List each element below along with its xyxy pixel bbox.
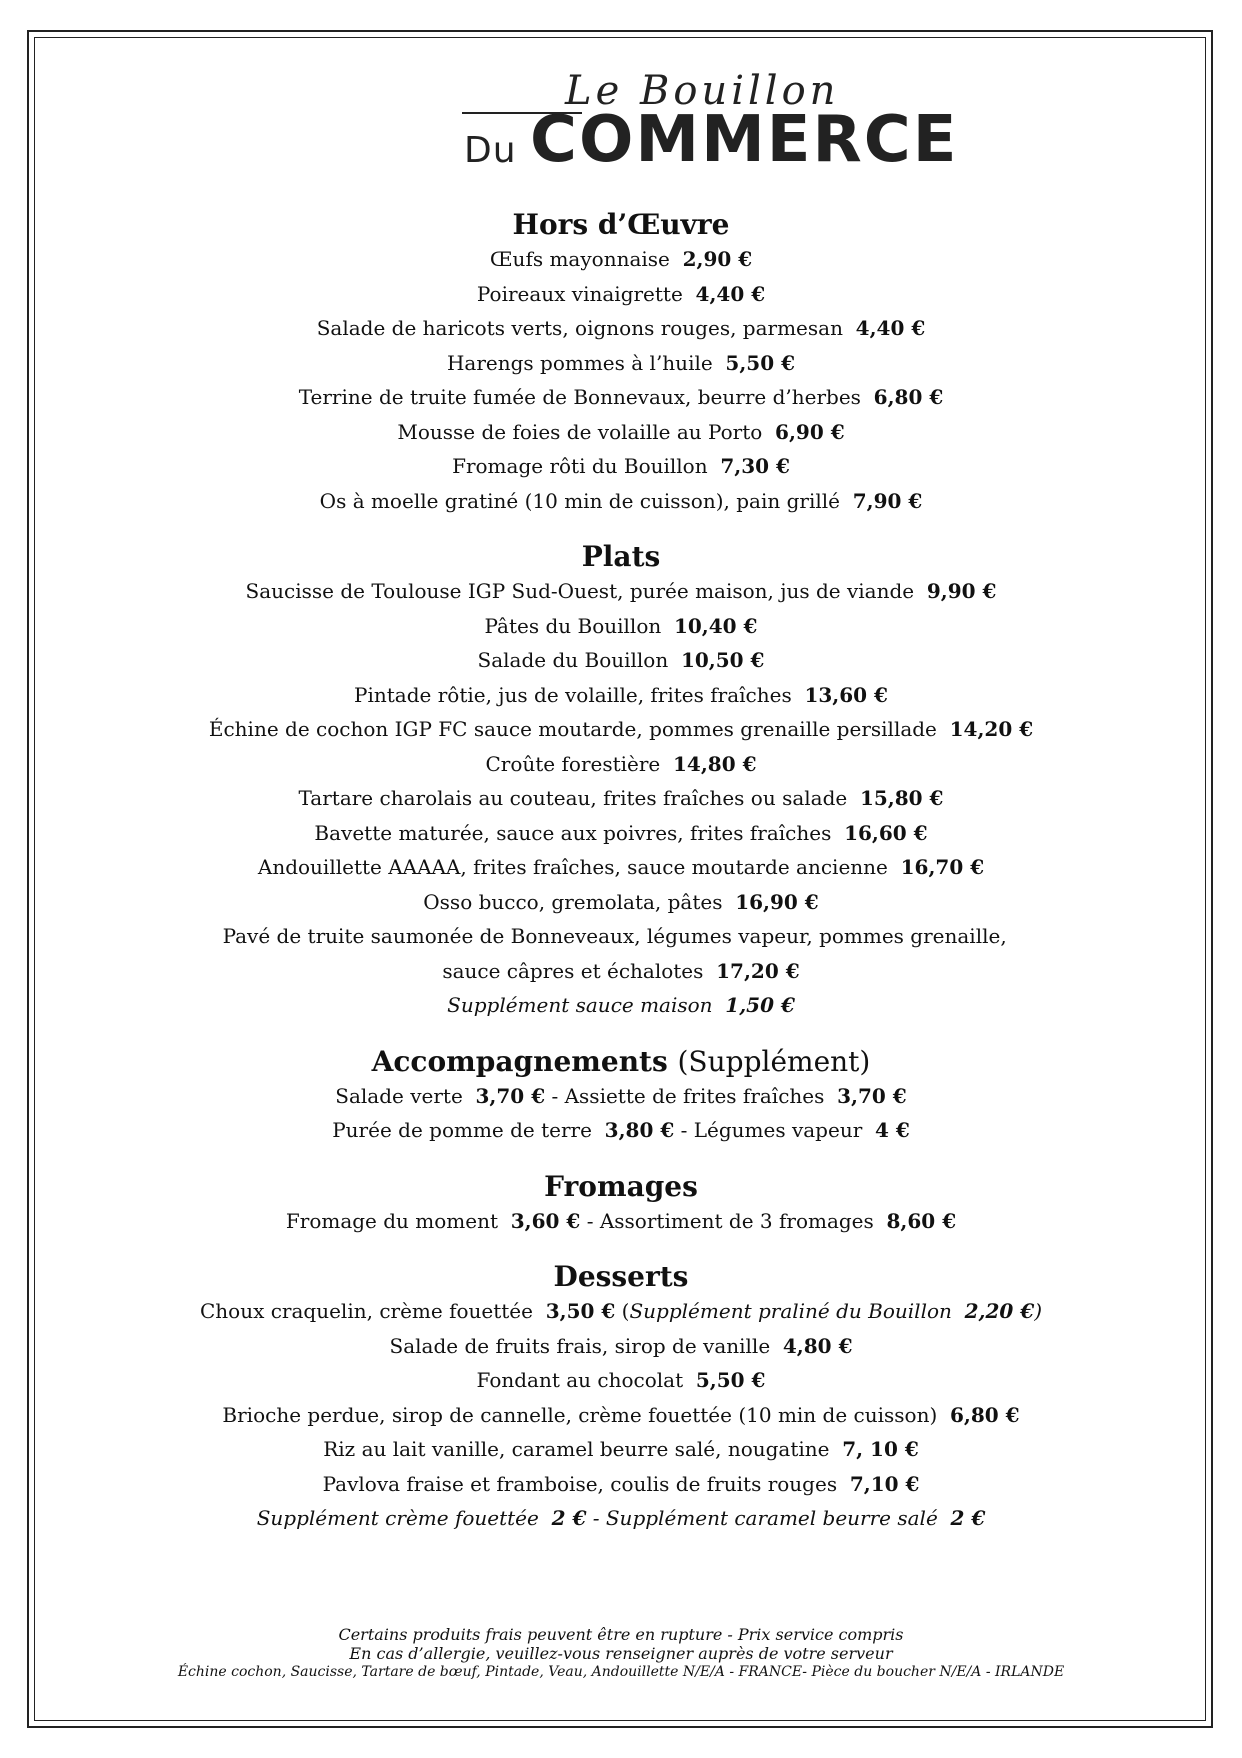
item-note-open: (: [621, 1299, 630, 1323]
menu-item-pair: [40, 1204, 1202, 1239]
menu-item-pair: [40, 1079, 1202, 1114]
logo-du-text: Du: [464, 130, 517, 171]
item-price: 5,50 €: [725, 350, 796, 375]
menu-item: [40, 484, 1202, 519]
menu-item: [40, 346, 1202, 381]
item-separator: -: [592, 1506, 600, 1530]
item-name: Harengs pommes à l’huile: [446, 350, 713, 375]
restaurant-logo: [40, 68, 1202, 177]
logo-script-text: Le Bouillon: [565, 68, 840, 114]
menu-item-supplement: [40, 1501, 1202, 1536]
item-name: Salade du Bouillon: [477, 648, 669, 672]
item-price: 3,60 €: [510, 1208, 581, 1233]
item-price: 4,80 €: [782, 1333, 853, 1358]
menu-item: [40, 781, 1202, 816]
menu-item: [40, 1432, 1202, 1467]
menu-item-list: [40, 242, 1202, 518]
menu-item: [40, 954, 1202, 989]
item-name: Fromage du moment: [285, 1208, 499, 1233]
item-price: 4,40 €: [695, 281, 766, 306]
item-price: 10,40 €: [673, 613, 758, 638]
menu-item: [40, 1398, 1202, 1433]
menu-item: [40, 380, 1202, 415]
item-name: Croûte forestière: [485, 751, 661, 776]
item-price: 5,50 €: [695, 1368, 766, 1392]
item-name: Riz au lait vanille, caramel beurre salé, nougatine: [323, 1437, 830, 1461]
item-price: 17,20 €: [716, 958, 800, 983]
section-plats: [40, 540, 1202, 1023]
item-name: Osso bucco, gremolata, pâtes: [423, 889, 723, 914]
section-subtitle: (Supplément): [677, 1044, 871, 1078]
footer-line: Certains produits frais peuvent être en rupture - Prix service compris: [338, 1625, 904, 1644]
item-name: Tartare charolais au couteau, frites fraîches ou salade: [298, 786, 848, 810]
menu-item: [40, 678, 1202, 713]
section-title: [40, 1045, 1202, 1079]
item-price: 6,80 €: [873, 385, 944, 409]
item-name: sauce câpres et échalotes: [442, 958, 704, 983]
item-name: Assortiment de 3 fromages: [599, 1208, 874, 1233]
item-name: Pintade rôtie, jus de volaille, frites fraîches: [354, 682, 792, 707]
item-price: 16,60 €: [844, 820, 928, 845]
item-separator: -: [586, 1208, 594, 1233]
item-name: Mousse de foies de volaille au Porto: [397, 419, 763, 444]
menu-item: [40, 449, 1202, 484]
menu-footer: [40, 1625, 1202, 1682]
menu-item: [40, 1467, 1202, 1502]
item-note: Supplément praliné du Bouillon: [629, 1299, 952, 1323]
item-price: 14,80 €: [673, 751, 757, 776]
menu-page: [40, 40, 1202, 1720]
item-price: 1,50 €: [725, 993, 795, 1017]
item-price: 3,70 €: [475, 1083, 546, 1108]
item-price: 16,90 €: [735, 889, 819, 914]
item-price: 16,70 €: [900, 855, 985, 879]
item-name: Légumes vapeur: [693, 1118, 863, 1142]
item-name: Saucisse de Toulouse IGP Sud-Ouest, purée maison, jus de viande: [245, 579, 915, 603]
item-name: Os à moelle gratiné (10 min de cuisson), pain grillé: [319, 488, 840, 513]
menu-item-pair: [40, 1113, 1202, 1148]
menu-item: [40, 643, 1202, 678]
item-price: 9,90 €: [926, 579, 997, 603]
item-name: Purée de pomme de terre: [332, 1118, 592, 1142]
menu-item: [40, 311, 1202, 346]
menu-item: [40, 1294, 1202, 1329]
item-note-close: ): [1034, 1299, 1043, 1323]
menu-item-list: [40, 1329, 1202, 1502]
item-name: Salade de haricots verts, oignons rouges, parmesan: [316, 316, 843, 340]
menu-item: [40, 574, 1202, 609]
item-name: Supplément crème fouettée: [256, 1506, 539, 1530]
item-name: Fromage rôti du Bouillon: [452, 454, 708, 478]
menu-item: [40, 277, 1202, 312]
item-name: Supplément caramel beurre salé: [605, 1506, 938, 1530]
item-price: 4,40 €: [855, 316, 926, 340]
item-price: 7,10 €: [849, 1471, 920, 1496]
item-name: Terrine de truite fumée de Bonnevaux, beurre d’herbes: [298, 385, 861, 409]
footer-line: En cas d’allergie, veuillez-vous renseigner auprès de votre serveur: [349, 1644, 893, 1663]
item-price: 7,30 €: [720, 454, 790, 478]
item-price: 8,60 €: [886, 1208, 957, 1233]
item-separator: -: [551, 1083, 559, 1108]
item-price: 2 €: [950, 1506, 986, 1530]
item-price: 2,90 €: [682, 247, 753, 271]
item-name: Choux craquelin, crème fouettée: [199, 1299, 533, 1323]
item-name: Pâtes du Bouillon: [484, 613, 662, 638]
item-price: 3,50 €: [545, 1299, 616, 1323]
item-name: Assiette de frites fraîches: [564, 1083, 825, 1108]
item-name: Brioche perdue, sirop de cannelle, crème fouettée (10 min de cuisson): [222, 1402, 938, 1427]
item-separator: -: [680, 1118, 688, 1142]
section-title: Plats: [581, 540, 661, 573]
item-price: 4 €: [874, 1118, 910, 1142]
item-name: Pavé de truite saumonée de Bonneveaux, légumes vapeur, pommes grenaille,: [222, 924, 1007, 948]
item-name: Pavlova fraise et framboise, coulis de fruits rouges: [322, 1471, 838, 1496]
menu-item: [40, 1329, 1202, 1364]
item-name: Bavette maturée, sauce aux poivres, frites fraîches: [314, 820, 832, 845]
item-price: 3,80 €: [604, 1118, 675, 1142]
item-price: 10,50 €: [680, 648, 765, 672]
item-price: 2 €: [551, 1506, 587, 1530]
item-name: Échine de cochon IGP FC sauce moutarde, pommes grenaille persillade: [208, 717, 937, 741]
section-hors-doeuvre: [40, 208, 1202, 518]
menu-item: [40, 242, 1202, 277]
menu-item-list: [40, 574, 1202, 988]
footer-origin-line: Échine cochon, Saucisse, Tartare de bœuf, Pintade, Veau, Andouillette N/E/A - FRANCE- Pièce du boucher N/E/A - IRLANDE: [177, 1664, 1065, 1680]
item-price: 13,60 €: [804, 682, 888, 707]
menu-item: [40, 850, 1202, 885]
section-fromages: [40, 1170, 1202, 1239]
section-title-text: Accompagnements: [371, 1044, 668, 1078]
menu-item: [40, 609, 1202, 644]
item-price: 3,70 €: [837, 1083, 907, 1108]
menu-item: [40, 712, 1202, 747]
section-desserts: [40, 1260, 1202, 1536]
item-note-price: 2,20 €: [964, 1299, 1035, 1323]
section-title: Fromages: [544, 1169, 698, 1203]
item-name: Supplément sauce maison: [447, 993, 713, 1017]
item-name: Œufs mayonnaise: [489, 247, 670, 271]
item-name: Salade de fruits frais, sirop de vanille: [389, 1333, 771, 1358]
item-price: 15,80 €: [859, 786, 944, 810]
menu-item: [40, 747, 1202, 782]
section-title: Desserts: [553, 1260, 689, 1293]
item-name: Fondant au chocolat: [476, 1368, 684, 1392]
section-title: Hors d’Œuvre: [512, 208, 730, 241]
logo-main-text: COMMERCE: [530, 103, 959, 177]
menu-item: [40, 816, 1202, 851]
menu-body: [40, 208, 1202, 1536]
menu-item: [40, 919, 1202, 954]
menu-item: [40, 1363, 1202, 1398]
section-accompagnements: [40, 1045, 1202, 1148]
menu-item: [40, 415, 1202, 450]
item-name: Salade verte: [335, 1083, 463, 1108]
item-price: 14,20 €: [949, 717, 1034, 741]
item-price: 7, 10 €: [842, 1437, 919, 1461]
menu-item-supplement: [40, 988, 1202, 1023]
item-price: 6,80 €: [949, 1402, 1020, 1427]
item-price: 6,90 €: [775, 419, 845, 444]
item-name: Poireaux vinaigrette: [476, 281, 683, 306]
item-name: Andouillette AAAAA, frites fraîches, sauce moutarde ancienne: [257, 855, 888, 879]
menu-item: [40, 885, 1202, 920]
item-price: 7,90 €: [852, 488, 923, 513]
